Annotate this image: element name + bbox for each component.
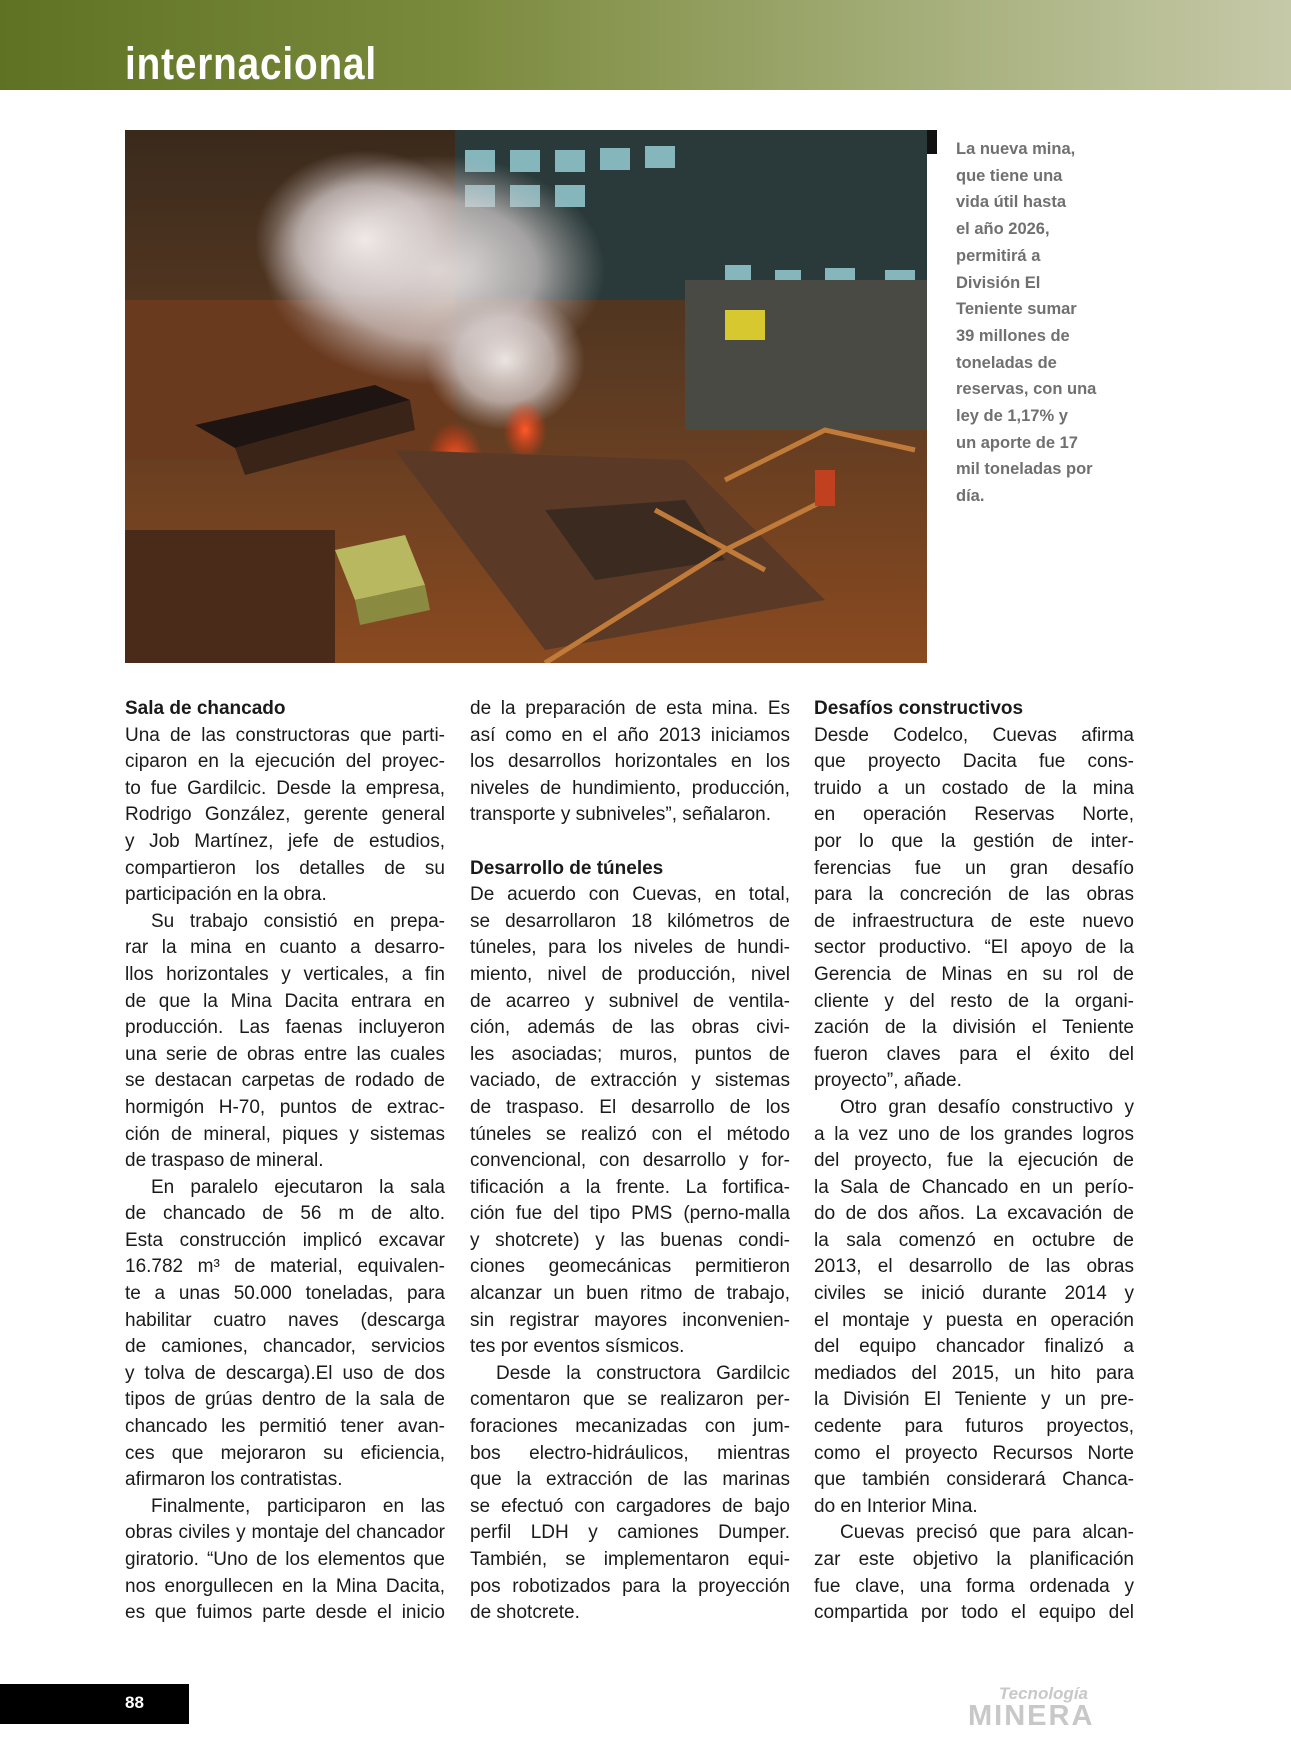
text-line: De acuerdo con Cuevas, en total, xyxy=(470,884,790,906)
text-line: chancado les permitió tener avan- xyxy=(125,1416,445,1438)
text-line: sector productivo. “El apoyo de la xyxy=(814,937,1134,959)
caption-line: ley de 1,17% y xyxy=(956,407,1068,426)
text-line: do de dos años. La excavación de xyxy=(814,1203,1134,1225)
caption-line: vida útil hasta xyxy=(956,193,1067,212)
paragraph-gap xyxy=(470,829,790,856)
text-line: Rodrigo González, gerente general xyxy=(125,804,445,826)
text-line: que la extracción de las marinas xyxy=(470,1469,790,1491)
text-line: mediados del 2015, un hito para xyxy=(814,1362,1134,1384)
text-line: por lo que la gestión de inter- xyxy=(814,830,1134,852)
text-line: a la vez uno de los grandes logros xyxy=(814,1123,1134,1145)
caption-line: el año 2026, xyxy=(956,220,1050,239)
text-line: del proyecto, fue la ejecución de xyxy=(814,1150,1134,1172)
text-line: de camiones, chancador, servicios xyxy=(125,1336,445,1358)
subheading-desafios-constructivos: Desafíos constructivos xyxy=(814,698,1024,719)
text-line: te a unas 50.000 toneladas, para xyxy=(125,1283,445,1305)
text-line: Desde la constructora Gardilcic xyxy=(496,1362,790,1384)
text-line: truido a un costado de la mina xyxy=(814,777,1134,799)
caption-line: día. xyxy=(956,487,985,506)
text-line: Finalmente, participaron en las xyxy=(151,1495,445,1517)
text-line: llos horizontales y verticales, a fin xyxy=(125,963,445,985)
text-line: Gerencia de Minas en su rol de xyxy=(814,963,1134,985)
text-line: ciparon en la ejecución del proyec- xyxy=(125,751,445,773)
text-line: la División El Teniente y un pre- xyxy=(814,1389,1134,1411)
text-line: como el proyecto Recursos Norte xyxy=(814,1442,1134,1464)
text-line: se desarrollaron 18 kilómetros de xyxy=(470,910,790,932)
text-line: ción de mineral, piques y sistemas xyxy=(125,1123,445,1145)
text-line: Desde Codelco, Cuevas afirma xyxy=(814,724,1134,746)
text-line: pos robotizados para la proyección xyxy=(470,1575,790,1597)
text-line: les asociadas; muros, puntos de xyxy=(470,1043,790,1065)
text-line: alcanzar un buen ritmo de trabajo, xyxy=(470,1283,790,1305)
text-line: ferencias fue un gran desafío xyxy=(814,857,1134,879)
section-title: internacional xyxy=(125,38,378,89)
text-line: la sala comenzó en octubre de xyxy=(814,1229,1134,1251)
text-line: vaciado, de extracción y sistemas xyxy=(470,1070,790,1092)
text-line: que también considerará Chanca- xyxy=(814,1469,1134,1491)
article-column-3 xyxy=(814,696,1134,1627)
caption-line: 39 millones de xyxy=(956,326,1070,345)
text-line: de la preparación de esta mina. Es xyxy=(470,698,790,719)
text-line: en operación Reservas Norte, xyxy=(814,804,1134,826)
text-line: ción fue del tipo PMS (perno-malla xyxy=(470,1203,790,1225)
text-line: para la concreción de las obras xyxy=(814,884,1134,906)
text-line: rar la mina en cuanto a desarro- xyxy=(125,937,445,959)
text-line: la Sala de Chancado en un perío- xyxy=(814,1176,1134,1198)
subheading-desarrollo-de-tuneles: Desarrollo de túneles xyxy=(470,857,664,879)
text-line: hormigón H-70, puntos de extrac- xyxy=(125,1096,445,1118)
text-line: foraciones mecanizadas con jum- xyxy=(470,1416,790,1438)
text-line: que proyecto Dacita fue cons- xyxy=(814,751,1134,773)
text-line: sin registrar mayores inconvenien- xyxy=(470,1309,790,1331)
text-line: civiles se inició durante 2014 y xyxy=(814,1283,1134,1305)
text-line: habilitar cuatro naves (descarga xyxy=(125,1309,445,1331)
caption-line: permitirá a xyxy=(956,246,1041,265)
text-line: obras civiles y montaje del chancador xyxy=(125,1522,445,1544)
text-line: de chancado de 56 m de alto. xyxy=(125,1203,445,1225)
text-line: se destacan carpetas de rodado de xyxy=(125,1070,445,1092)
caption-line: La nueva mina, xyxy=(956,140,1076,158)
text-line: convencional, con desarrollo y for- xyxy=(470,1150,790,1172)
text-line: se efectuó con cargadores de bajo xyxy=(470,1495,790,1517)
footer-bar xyxy=(0,1684,189,1724)
magazine-logo xyxy=(968,1684,1133,1732)
text-line: afirmaron los contratistas. xyxy=(125,1469,343,1491)
page-number: 88 xyxy=(125,1693,144,1712)
text-line: compartieron los detalles de su xyxy=(125,857,445,879)
text-line: zar este objetivo la planificación xyxy=(814,1549,1134,1570)
text-line: de traspaso. El desarrollo de los xyxy=(470,1096,790,1118)
caption-line: Teniente sumar xyxy=(956,300,1077,319)
text-line: y tolva de descarga).El uso de dos xyxy=(125,1362,445,1384)
photo-caption xyxy=(956,136,1116,510)
text-line: fueron claves para el éxito del xyxy=(814,1043,1134,1065)
article-photo xyxy=(125,130,927,663)
text-line: de shotcrete. xyxy=(470,1602,580,1624)
text-line: transporte y subniveles”, señalaron. xyxy=(470,804,771,826)
text-line: nos enorgullecen en la Mina Dacita, xyxy=(125,1575,445,1597)
text-line: cedente para futuros proyectos, xyxy=(814,1416,1134,1438)
text-line: También, se implementaron equi- xyxy=(470,1549,790,1570)
text-line: de acarreo y subnivel de ventila- xyxy=(470,990,790,1012)
text-line: do en Interior Mina. xyxy=(814,1495,978,1517)
text-line: proyecto”, añade. xyxy=(814,1070,962,1092)
caption-line: que tiene una xyxy=(956,166,1063,185)
text-line: Una de las constructoras que parti- xyxy=(125,724,445,746)
text-line: de traspaso de mineral. xyxy=(125,1150,324,1172)
text-line: Esta construcción implicó excavar xyxy=(125,1229,445,1251)
caption-line: División El xyxy=(956,273,1041,292)
text-line: participación en la obra. xyxy=(125,884,327,906)
text-line: Su trabajo consistió en prepa- xyxy=(151,910,445,932)
text-line: giratorio. “Uno de los elementos que xyxy=(125,1549,445,1570)
text-line: perfil LDH y camiones Dumper. xyxy=(470,1522,790,1544)
text-line: de infraestructura de este nuevo xyxy=(814,910,1134,932)
text-line: producción. Las faenas incluyeron xyxy=(125,1017,445,1039)
text-line: miento, nivel de producción, nivel xyxy=(470,963,790,985)
text-line: tificación a la frente. La fortifica- xyxy=(470,1176,790,1198)
text-line: túneles se realizó con el método xyxy=(470,1123,790,1145)
text-line: to fue Gardilcic. Desde la empresa, xyxy=(125,777,445,799)
text-line: tipos de grúas dentro de la sala de xyxy=(125,1389,445,1411)
text-line: comentaron que se realizaron per- xyxy=(470,1389,790,1411)
caption-line: reservas, con una xyxy=(956,380,1097,399)
text-line: tes por eventos sísmicos. xyxy=(470,1336,685,1358)
caption-line: un aporte de 17 xyxy=(956,433,1078,452)
caption-marker xyxy=(927,130,937,154)
text-line: y Job Martínez, jefe de estudios, xyxy=(125,830,445,852)
text-line: de que la Mina Dacita entrara en xyxy=(125,990,445,1012)
text-line: 16.782 m³ de material, equivalen- xyxy=(125,1256,445,1278)
text-line: En paralelo ejecutaron la sala xyxy=(151,1176,445,1198)
text-line: el montaje y puesta en operación xyxy=(814,1309,1134,1331)
text-line: los desarrollos horizontales en los xyxy=(470,751,790,773)
caption-line: mil toneladas por xyxy=(956,460,1093,479)
text-line: ces que mejoraron su eficiencia, xyxy=(125,1442,445,1464)
caption-line: toneladas de xyxy=(956,353,1057,372)
text-line: bos electro-hidráulicos, mientras xyxy=(470,1442,790,1464)
text-line: así como en el año 2013 iniciamos xyxy=(470,724,790,746)
text-line: túneles, para los niveles de hundi- xyxy=(470,937,790,959)
text-line: una serie de obras entre las cuales xyxy=(125,1043,445,1065)
subheading-sala-de-chancado: Sala de chancado xyxy=(125,698,286,719)
text-line: es que fuimos parte desde el inicio xyxy=(125,1602,445,1624)
text-line: Otro gran desafío constructivo y xyxy=(840,1096,1134,1118)
logo-line-minera: MINERA xyxy=(968,1700,1095,1732)
text-line: zación de la división el Teniente xyxy=(814,1017,1134,1039)
text-line: compartida por todo el equipo del xyxy=(814,1602,1134,1624)
text-line: cliente y del resto de la organi- xyxy=(814,990,1134,1012)
text-line: ciones geomecánicas permitieron xyxy=(470,1256,790,1278)
text-line: del equipo chancador finalizó a xyxy=(814,1336,1134,1358)
article-column-2 xyxy=(470,696,790,1627)
article-column-1 xyxy=(125,696,445,1627)
text-line: fue clave, una forma ordenada y xyxy=(814,1575,1134,1597)
text-line: niveles de hundimiento, producción, xyxy=(470,777,790,799)
text-line: ción, además de las obras civi- xyxy=(470,1017,790,1039)
logo-line-tecnologia: Tecnología xyxy=(998,1684,1088,1703)
text-line: y shotcrete) y las buenas condi- xyxy=(470,1229,790,1251)
text-line: Cuevas precisó que para alcan- xyxy=(840,1522,1134,1544)
text-line: 2013, el desarrollo de las obras xyxy=(814,1256,1134,1278)
